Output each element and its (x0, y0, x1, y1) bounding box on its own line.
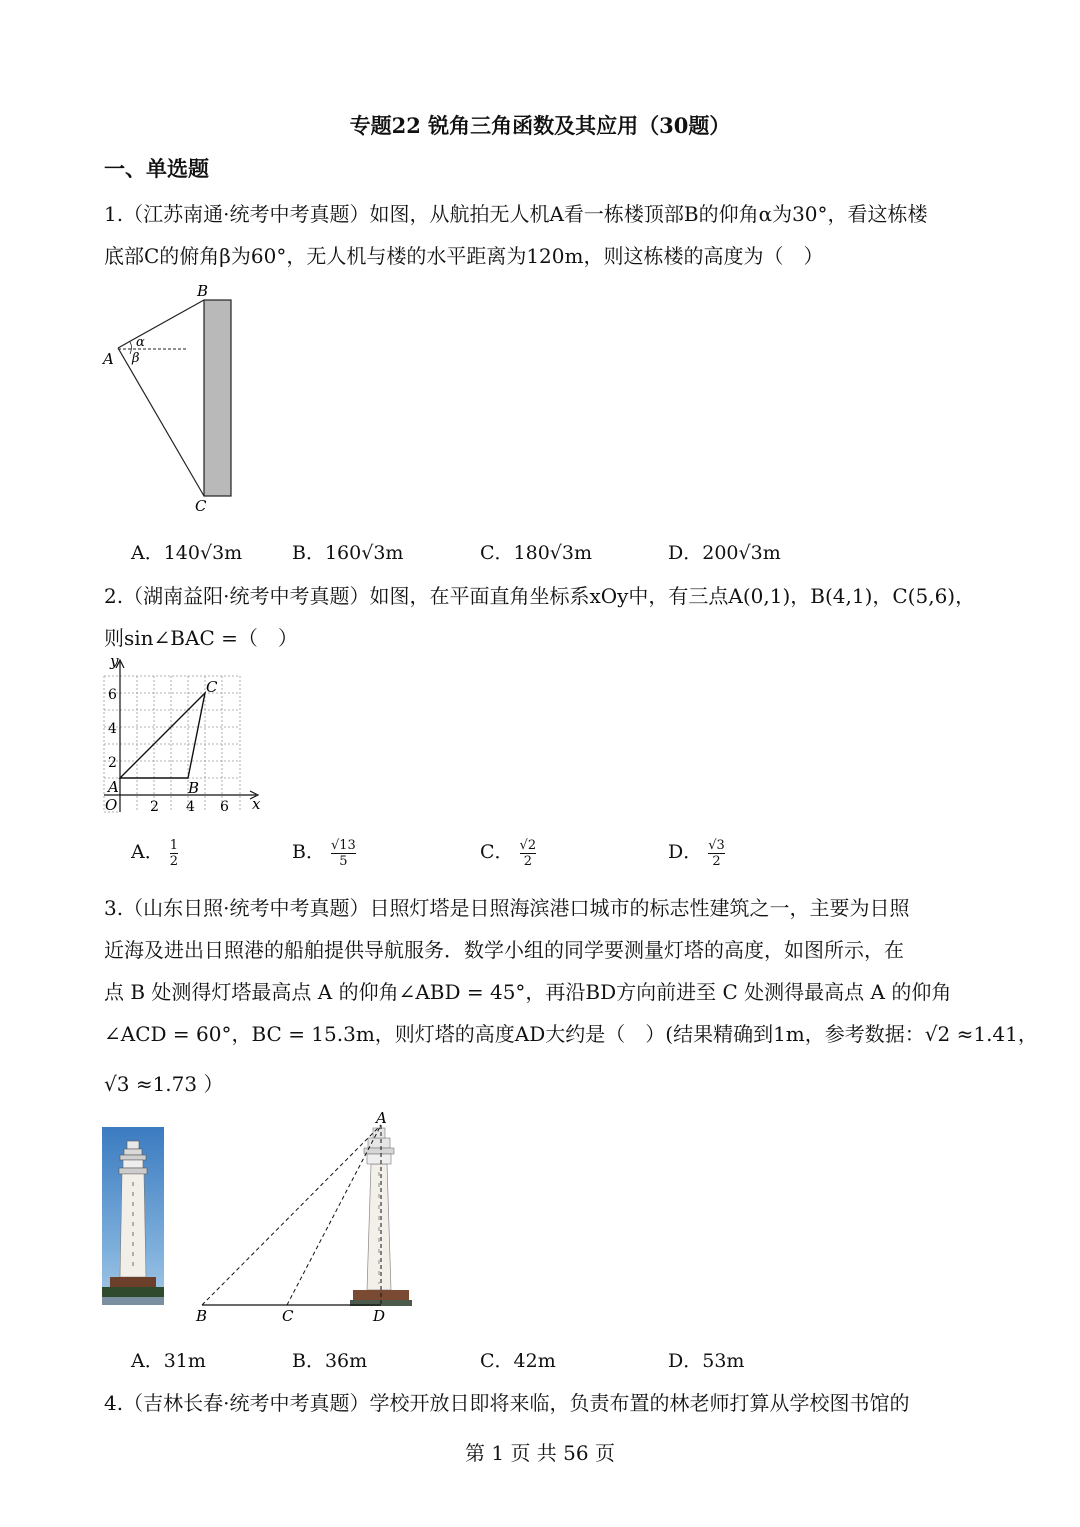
fraction (520, 838, 537, 869)
point-c-label: C (206, 678, 218, 696)
y-tick-4: 4 (108, 721, 117, 737)
page-footer: 第 1 页 共 56 页 (465, 1441, 615, 1465)
lighthouse-photo (102, 1127, 164, 1305)
line-ab (202, 1125, 381, 1305)
q3-figure (190, 1112, 420, 1324)
q3-stem-line2: 近海及进出日照港的船舶提供导航服务．数学小组的同学要测量灯塔的高度，如图所示，在 (104, 938, 904, 962)
q1-option-b[interactable]: B．160√3m (292, 542, 404, 564)
label-c: C (282, 1307, 294, 1324)
label-c: C (195, 497, 207, 514)
grid (104, 676, 240, 812)
q3-option-a[interactable]: A．31m (131, 1350, 206, 1372)
axis-label-x: x (252, 795, 261, 813)
x-tick-2: 2 (150, 799, 159, 815)
q2-option-b-letter: B． (292, 841, 325, 863)
sight-line-ac (118, 348, 204, 496)
section-heading: 一、单选题 (104, 156, 209, 181)
y-tick-2: 2 (108, 755, 117, 771)
fraction (708, 838, 725, 869)
origin-label: O (105, 796, 118, 814)
denominator: 2 (712, 853, 721, 869)
axis-label-y: y (110, 652, 119, 670)
q2-stem-line2: 则sin∠BAC =（ ） (104, 626, 298, 650)
q3-stem-line1: 3.（山东日照·统考中考真题）日照灯塔是日照海滨港口城市的标志性建筑之一，主要为日照 (104, 896, 910, 920)
q2-stem-line1: 2.（湖南益阳·统考中考真题）如图，在平面直角坐标系xOy中，有三点A(0,1)，B(4,1)，C(5,6)， (104, 584, 976, 608)
numerator: √13 (330, 837, 356, 853)
denominator: 2 (169, 853, 179, 869)
q3-option-c[interactable]: C．42m (480, 1350, 556, 1372)
label-a: A (376, 1112, 387, 1127)
q3-stem-line4: ∠ACD = 60°，BC = 15.3m，则灯塔的高度AD大约是（ ）(结果精确到1m，参考数据：√2 ≈1.41， (104, 1022, 1038, 1046)
q1-stem-line2: 底部C的俯角β为60°，无人机与楼的水平距离为120m，则这栋楼的高度为（ ） (104, 244, 824, 268)
page-title: 专题22 锐角三角函数及其应用（30题） (349, 113, 731, 138)
q2-option-a-letter: A． (131, 841, 164, 863)
label-alpha: α (136, 335, 145, 350)
y-tick-6: 6 (108, 687, 117, 703)
building (204, 300, 231, 496)
q2-option-b[interactable] (292, 837, 356, 869)
numerator: 1 (169, 837, 179, 853)
numerator: √2 (519, 837, 537, 853)
fraction (331, 838, 356, 869)
q2-option-a[interactable] (131, 837, 178, 869)
q2-option-d-letter: D． (668, 841, 703, 863)
fraction (170, 838, 178, 869)
label-d: D (373, 1307, 386, 1324)
q2-option-c-letter: C． (480, 841, 514, 863)
q3-stem-line5: √3 ≈1.73 ） (104, 1072, 224, 1096)
q1-stem-line1: 1.（江苏南通·统考中考真题）如图，从航拍无人机A看一栋楼顶部B的仰角α为30°，看这栋楼 (104, 202, 928, 226)
q2-option-c[interactable] (480, 837, 536, 869)
sight-line-ab (118, 300, 204, 348)
q3-option-d[interactable]: D．53m (668, 1350, 745, 1372)
label-b: B (197, 282, 209, 300)
x-tick-6: 6 (220, 799, 229, 815)
q2-option-d[interactable] (668, 837, 725, 869)
label-a: A (103, 350, 114, 368)
q4-stem-line1: 4.（吉林长春·统考中考真题）学校开放日即将来临，负责布置的林老师打算从学校图书馆的 (104, 1391, 910, 1415)
q2-figure (100, 652, 270, 820)
q1-option-d[interactable]: D．200√3m (668, 542, 781, 564)
denominator: 5 (339, 853, 348, 869)
label-b: B (196, 1307, 208, 1324)
q1-option-a[interactable]: A．140√3m (131, 542, 243, 564)
q3-stem-line3: 点 B 处测得灯塔最高点 A 的仰角∠ABD = 45°，再沿BD方向前进至 C 处测得最高点 A 的仰角 (104, 980, 952, 1004)
x-tick-4: 4 (186, 799, 195, 815)
triangle-abc (120, 693, 205, 778)
label-beta: β (132, 351, 140, 366)
q3-option-b[interactable]: B．36m (292, 1350, 368, 1372)
denominator: 2 (523, 853, 532, 869)
point-b-label: B (188, 779, 200, 797)
q1-figure (100, 282, 240, 514)
point-a-label: A (108, 778, 119, 796)
q1-option-c[interactable]: C．180√3m (480, 542, 593, 564)
numerator: √3 (708, 837, 725, 853)
